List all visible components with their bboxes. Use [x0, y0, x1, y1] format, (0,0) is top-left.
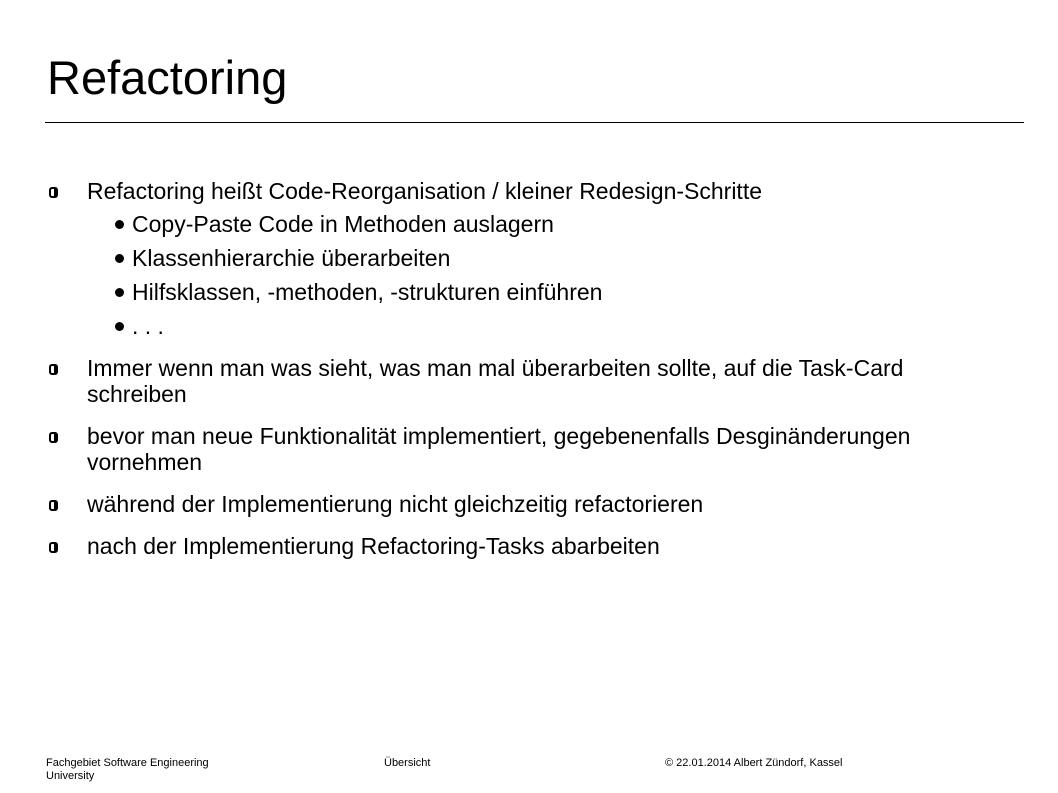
bullet-dot-icon	[115, 288, 124, 297]
footer-department: Fachgebiet Software Engineering University	[46, 757, 209, 782]
title-divider	[45, 122, 1024, 123]
footer-copyright: © 22.01.2014 Albert Zündorf, Kassel	[665, 757, 843, 769]
sub-bullet-item	[87, 313, 976, 339]
sub-bullet-item	[87, 245, 976, 271]
slide-title: Refactoring	[47, 51, 288, 104]
bullet-marker-icon	[49, 187, 58, 198]
sub-bullet-text: . . .	[132, 313, 164, 339]
sub-bullet-text: Copy-Paste Code in Methoden auslagern	[132, 211, 554, 237]
sub-bullet-text: Hilfsklassen, -methoden, -strukturen einführen	[132, 279, 603, 305]
bullet-list	[46, 178, 976, 559]
bullet-dot-icon	[115, 220, 124, 229]
bullet-dot-icon	[115, 254, 124, 263]
bullet-marker-icon	[49, 432, 58, 443]
bullet-dot-icon	[115, 322, 124, 331]
bullet-marker-icon	[49, 542, 58, 553]
bullet-item	[46, 491, 976, 517]
bullet-marker-icon	[49, 364, 58, 375]
bullet-text: während der Implementierung nicht gleichzeitig refactorieren	[87, 491, 704, 517]
bullet-item	[46, 533, 976, 559]
bullet-item	[46, 355, 976, 407]
bullet-item	[46, 178, 976, 339]
bullet-text: bevor man neue Funktionalität implementiert, gegebenenfalls Desginänderungen vornehmen	[87, 423, 911, 475]
bullet-marker-icon	[49, 500, 58, 511]
sub-bullet-text: Klassenhierarchie überarbeiten	[132, 245, 451, 271]
bullet-text: nach der Implementierung Refactoring-Tasks abarbeiten	[87, 533, 660, 559]
sub-bullet-list	[87, 211, 976, 339]
bullet-text: Immer wenn man was sieht, was man mal überarbeiten sollte, auf die Task-Card schreiben	[87, 355, 904, 407]
sub-bullet-item	[87, 279, 976, 305]
sub-bullet-item	[87, 211, 976, 237]
bullet-item	[46, 423, 976, 475]
footer-section: Übersicht	[384, 757, 431, 769]
bullet-text: Refactoring heißt Code-Reorganisation / kleiner Redesign-Schritte	[87, 178, 763, 204]
